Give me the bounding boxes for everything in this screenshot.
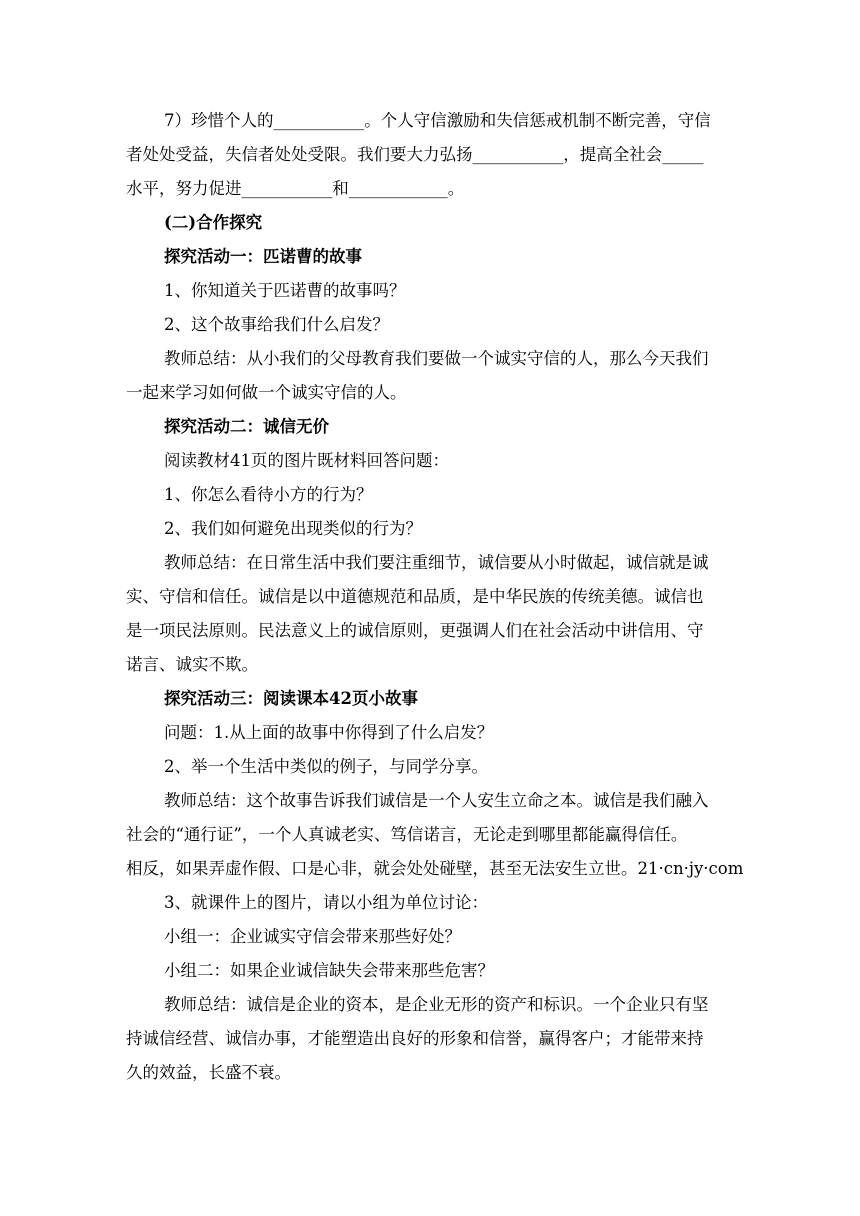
text-line: 7）珍惜个人的___________。个人守信激励和失信惩戒机制不断完善，守信 [164,111,711,130]
section-heading [126,682,736,716]
text-line: 阅读教材41页的图片既材料回答问题： [164,451,449,470]
text-line: 小组一：企业诚实守信会带来那些好处？ [164,927,461,946]
section-heading [126,206,736,240]
text-line: 水平，努力促进___________和____________。 [126,179,465,198]
document-body [126,104,744,1090]
text-line: 教师总结：这个故事告诉我们诚信是一个人安生立命之本。诚信是我们融入 [164,791,709,810]
text-line: 问题：1.从上面的故事中你得到了什么启发？ [164,723,494,742]
paragraph [126,308,736,342]
text-line: 2、我们如何避免出现类似的行为？ [164,519,422,538]
text-line: 教师总结：诚信是企业的资本，是企业无形的资产和标识。一个企业只有坚 [164,995,709,1014]
paragraph [126,716,736,750]
paragraph [126,274,736,308]
text-line: 诺言、诚实不欺。 [126,655,258,674]
text-line: 探究活动一：匹诺曹的故事 [164,247,362,266]
paragraph [126,988,736,1090]
text-line: 2、举一个生活中类似的例子，与同学分享。 [164,757,488,776]
paragraph [126,444,736,478]
document-page [126,104,744,1090]
text-line: 小组二：如果企业诚信缺失会带来那些危害？ [164,961,494,980]
paragraph [126,546,736,682]
paragraph [126,886,736,920]
text-line: 者处处受益，失信者处处受限。我们要大力弘扬___________，提高全社会_____ [126,145,704,164]
text-line: 教师总结：在日常生活中我们要注重细节，诚信要从小时做起，诚信就是诚 [164,553,709,572]
paragraph [126,750,736,784]
text-line: 1、你怎么看待小方的行为？ [164,485,373,504]
paragraph [126,512,736,546]
text-line: 持诚信经营、诚信办事，才能塑造出良好的形象和信誉，赢得客户；才能带来持 [126,1029,704,1048]
text-line: 实、守信和信任。诚信是以中道德规范和品质，是中华民族的传统美德。诚信也 [126,587,704,606]
paragraph [126,954,736,988]
text-line: 教师总结：从小我们的父母教育我们要做一个诚实守信的人，那么今天我们 [164,349,709,368]
paragraph [126,478,736,512]
paragraph [126,920,736,954]
text-line: 社会的“通行证”，一个人真诚老实、笃信诺言，无论走到哪里都能赢得信任。 [126,825,688,844]
text-line: 2、这个故事给我们什么启发？ [164,315,389,334]
text-line: 1、你知道关于匹诺曹的故事吗？ [164,281,406,300]
text-line: 相反，如果弄虚作假、口是心非，就会处处碰壁，甚至无法安生立世。21·cn·jy·com [126,859,744,878]
text-line: 探究活动二：诚信无价 [164,417,329,436]
text-line: 探究活动三：阅读课本42页小故事 [164,689,418,708]
text-line: 是一项民法原则。民法意义上的诚信原则，更强调人们在社会活动中讲信用、守 [126,621,704,640]
section-heading [126,410,736,444]
text-line: 久的效益，长盛不衰。 [126,1063,291,1082]
text-line: (二)合作探究 [164,213,263,232]
paragraph [126,104,736,206]
section-heading [126,240,736,274]
paragraph [126,784,744,886]
paragraph [126,342,736,410]
text-line: 一起来学习如何做一个诚实守信的人。 [126,383,407,402]
text-line: 3、就课件上的图片，请以小组为单位讨论： [164,893,488,912]
